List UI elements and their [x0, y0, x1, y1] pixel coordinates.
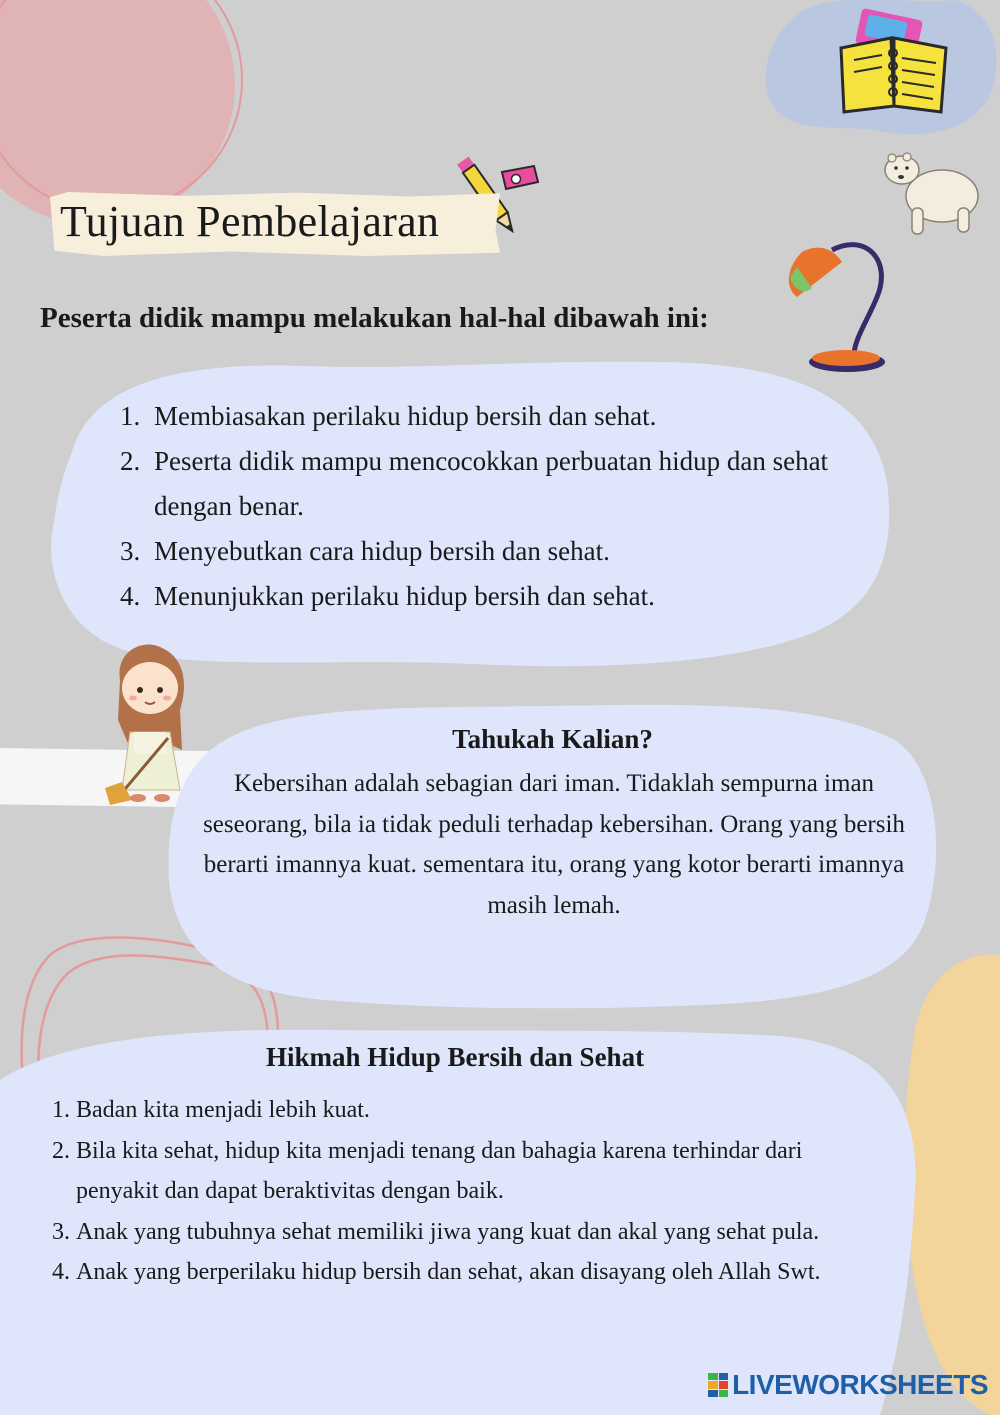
item-number: 2. — [52, 1137, 70, 1164]
list-item — [52, 1252, 852, 1293]
item-text: Anak yang tubuhnya sehat memiliki jiwa yang kuat dan akal yang sehat pula. — [76, 1218, 820, 1245]
list-item — [52, 1131, 852, 1212]
hikmah-list — [52, 1090, 852, 1293]
item-text: Menunjukkan perilaku hidup bersih dan sehat. — [154, 581, 655, 611]
liveworksheets-logo-text: LIVEWORKSHEETS — [732, 1369, 988, 1400]
objectives-intro: Peserta didik mampu melakukan hal-hal dibawah ini: — [40, 302, 709, 334]
item-text: Anak yang berperilaku hidup bersih dan sehat, akan disayang oleh Allah Swt. — [76, 1259, 821, 1285]
liveworksheets-logo-icon — [708, 1373, 728, 1397]
list-item — [120, 529, 840, 574]
list-item — [52, 1212, 852, 1253]
sharpener-icon — [498, 162, 542, 194]
tahukah-body: Kebersihan adalah sebagian dari iman. Tidaklah sempurna iman seseorang, bila ia tidak peduli terhadap kebersihan. Orang yang bersih berarti imannya kuat. sementara itu, orang yang kotor berarti imannya masih lemah. — [203, 770, 905, 919]
item-text: Badan kita menjadi lebih kuat. — [76, 1097, 370, 1123]
item-number: 3. — [52, 1218, 70, 1245]
item-text: Membiasakan perilaku hidup bersih dan sehat. — [154, 401, 657, 431]
objectives-list — [120, 394, 840, 619]
item-number: 4. — [52, 1259, 70, 1285]
page-title: Tujuan Pembelajaran — [60, 197, 440, 246]
item-number: 1. — [52, 1097, 70, 1123]
list-item — [52, 1090, 852, 1131]
item-number: 2. — [120, 446, 141, 476]
hikmah-title: Hikmah Hidup Bersih dan Sehat — [265, 1042, 645, 1072]
item-number: 3. — [120, 536, 141, 566]
item-number: 1. — [120, 401, 141, 431]
item-text: Peserta didik mampu mencocokkan perbuatan hidup dan sehat dengan benar. — [154, 446, 829, 521]
tahukah-title: Tahukah Kalian? — [452, 724, 653, 754]
item-number: 4. — [120, 581, 141, 611]
polar-bear-icon — [880, 148, 985, 238]
item-text: Bila kita sehat, hidup kita menjadi tenang dan bahagia karena terhindar dari penyakit dan dapat beraktivitas dengan baik. — [76, 1137, 803, 1204]
list-item — [120, 439, 840, 529]
liveworksheets-logo[interactable] — [708, 1369, 988, 1401]
notebook-icon — [836, 8, 956, 118]
item-text: Menyebutkan cara hidup bersih dan sehat. — [154, 536, 610, 566]
list-item — [120, 394, 840, 439]
girl-sweeping-icon — [100, 640, 200, 805]
list-item — [120, 574, 840, 619]
